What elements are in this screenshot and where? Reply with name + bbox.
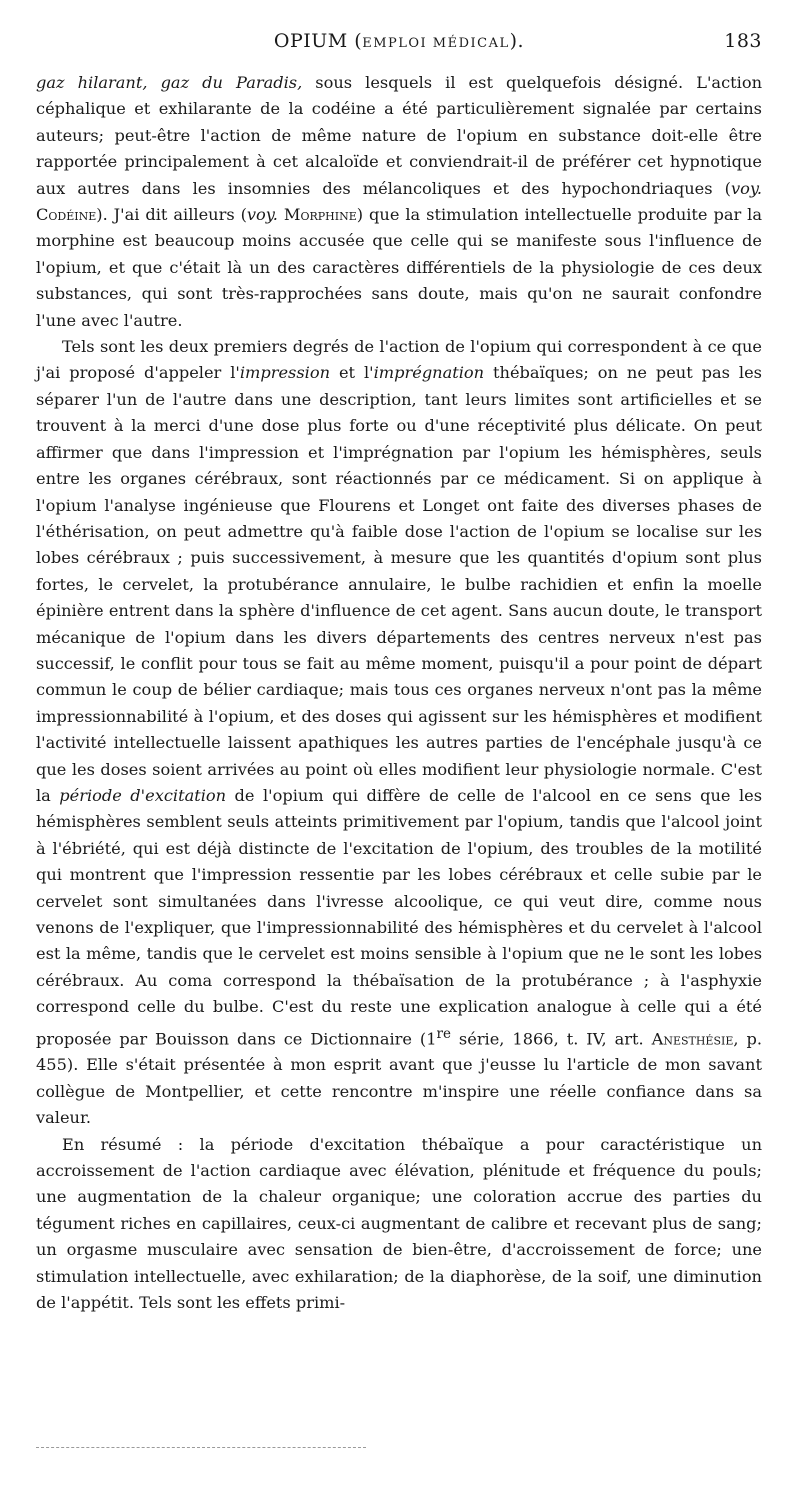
- smallcaps-run: Codéine: [36, 205, 97, 225]
- running-title-main: OPIUM (: [273, 30, 363, 52]
- text-run: série, 1866, t. IV, art.: [450, 1029, 652, 1049]
- text-run: de l'opium qui diffère de celle de l'alcool en ce sens que les hémisphères semblent seuls atteints primitivement par l'opium, tandis que l'alcool joint à l'ébriété, qui est déjà distincte de l'excitation de l'opium, des troubles de la motilité qui montrent que l'impression ressentie par les lobes cérébraux et celle subie par le cervelet sont simultanées dans l'ivresse alcoolique, ce qui veut dire, comme nous venons de l'expliquer, que l'impressionnabilité des hémisphères et du cervelet à l'alcool est la même, tandis que le cervelet est moins sensible à l'opium que ne le sont les lobes cérébraux. Au coma correspond la thébaïsation de la protubérance ; à l'asphyxie correspond celle du bulbe. C'est du reste une explication analogue à celle qui a été proposée par Bouisson dans ce Dictionnaire (1: [36, 785, 763, 1049]
- italic-run: gaz hilarant, gaz du Paradis,: [36, 73, 303, 92]
- text-run: , p. 455). Elle s'était présentée à mon esprit avant que j'eusse lu l'article de mon savant collègue de Montpellier, et cette rencontre m'inspire une réelle confiance dans sa valeur.: [36, 1029, 762, 1128]
- text-run: ). J'ai dit ailleurs (: [96, 205, 247, 225]
- running-title-close: ).: [509, 30, 525, 52]
- italic-run: voy.: [730, 178, 762, 198]
- running-title: [36, 30, 762, 52]
- italic-run: imprégnation: [373, 363, 485, 383]
- running-title-subtitle: EMPLOI MÉDICAL: [362, 36, 510, 51]
- footer-rule: [36, 1447, 366, 1448]
- body-text: [36, 70, 762, 1316]
- smallcaps-run: Morphine: [283, 205, 357, 225]
- paragraph-degrees-of-action: [36, 334, 762, 1132]
- superscript-run: re: [436, 1025, 451, 1042]
- smallcaps-run: Anesthésie: [651, 1029, 734, 1049]
- text-run: Tels sont les deux premiers degrés de l'action de l'opium qui correspondent à ce que j'ai proposé d'appeler l': [36, 337, 762, 383]
- text-run: sous lesquels il est quelquefois désigné. L'action céphalique et exhilarante de la codéine a été particulièrement signalée par certains auteurs; peut-être l'action de même nature de l'opium en substance doit-elle être rapportée principalement à cet alcaloïde et conviendrait-il de préférer cet hypnotique aux autres dans les insomnies des mélancoliques et des hypochondriaques (: [36, 73, 762, 198]
- paragraph-summary: [36, 1132, 762, 1317]
- italic-run: voy.: [246, 205, 278, 225]
- running-header: [36, 30, 762, 60]
- text-run: et l': [330, 363, 374, 383]
- text-run: thébaïques; on ne peut pas les séparer l'un de l'autre dans une description, tant leurs limites sont artificielles et se trouvent à la merci d'une dose plus forte ou d'une réceptivité plus délicate. On peut affirmer que dans l'impression et l'imprégnation par l'opium les hémisphères, seuls entre les organes cérébraux, sont réactionnés par ce médicament. Si on applique à l'opium l'analyse ingénieuse que Flourens et Longet ont faite des diverses phases de l'éthérisation, on peut admettre qu'à faible dose l'action de l'opium se localise sur les lobes cérébraux ; puis successivement, à mesure que les quantités d'opium sont plus fortes, le cervelet, la protubérance annulaire, le bulbe rachidien et enfin la moelle épinière entrent dans la sphère d'influence de cet agent. Sans aucun doute, le transport mécanique de l'opium dans les divers départements des centres nerveux n'est pas successif, le conflit pour tous se fait au même moment, puisqu'il a pour point de départ commun le coup de bélier cardiaque; mais tous ces organes nerveux n'ont pas la même impressionnabilité à l'opium, et des doses qui agissent sur les hémisphères et modifient l'activité intellectuelle laissent apathiques les autres parties de l'encéphale jusqu'à ce que les doses soient arrivées au point où elles modifient leur physiologie normale. C'est la: [36, 363, 762, 805]
- text-run: En résumé : la période d'excitation thébaïque a pour caractéristique un accroissement de l'action cardiaque avec élévation, plénitude et fréquence du pouls; une augmentation de la chaleur organique; une coloration accrue des parties du tégument riches en capillaires, ceux-ci augmentant de calibre et recevant plus de sang; un orgasme musculaire avec sensation de bien-être, d'accroissement de force; une stimulation intellectuelle, avec exhilaration; de la diaphorèse, de la soif, une diminution de l'appétit. Tels sont les effets primi-: [36, 1134, 762, 1313]
- page-number: 183: [724, 30, 762, 52]
- text-run: ) que la stimulation intellectuelle produite par la morphine est beaucoup moins accusée que celle qui se manifeste sous l'influence de l'opium, et que c'était là un des caractères différentiels de la physiologie de ces deux substances, qui sont très-rapprochées sans doute, mais qu'on ne saurait confondre l'une avec l'autre.: [36, 205, 762, 330]
- paragraph-continuation: [36, 70, 762, 334]
- italic-run: impression: [239, 363, 331, 383]
- italic-run: période d'excitation: [59, 785, 227, 805]
